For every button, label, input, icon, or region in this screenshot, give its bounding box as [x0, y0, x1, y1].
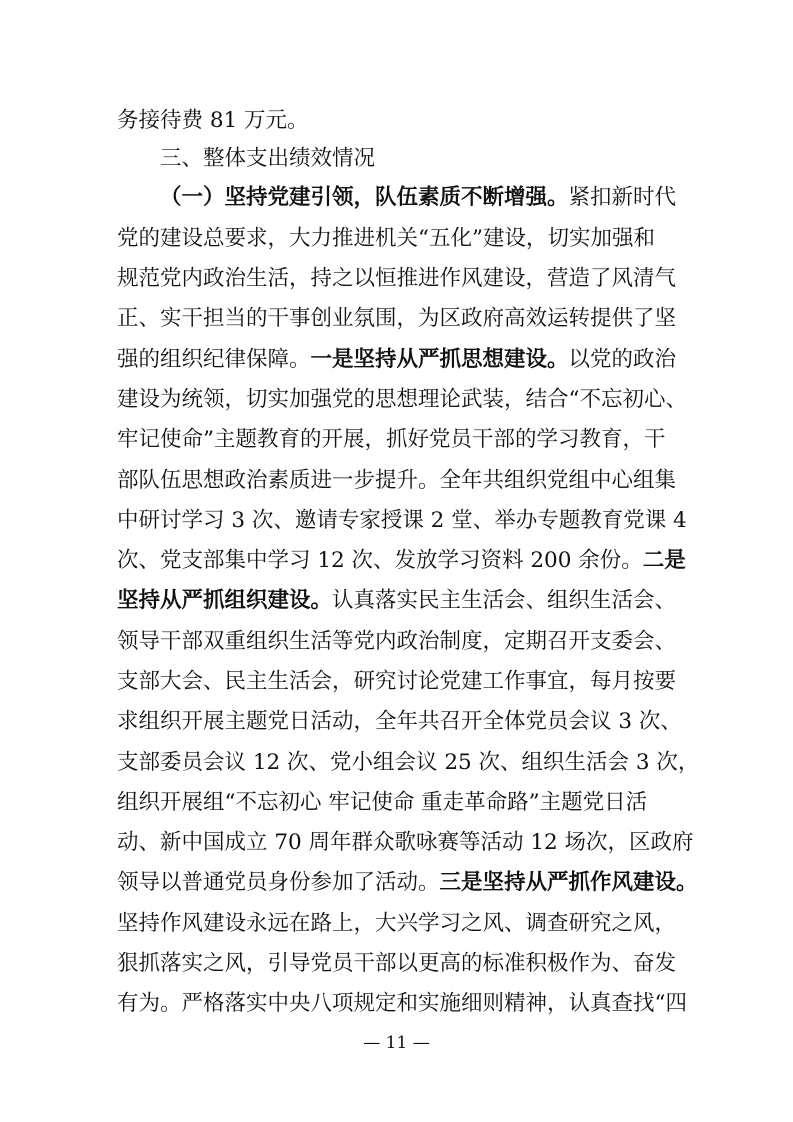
text-span: 强的组织纪律保障。: [117, 347, 311, 372]
text-span: 领导以普通党员身份参加了活动。: [117, 870, 440, 895]
bold-heading-text: 三是坚持从严抓作风建设。: [439, 870, 698, 895]
text-span: 坚持作风建设永远在路上，大兴学习之风、调查研究之风，: [117, 911, 677, 936]
text-line: [117, 224, 677, 254]
text-line: [117, 707, 682, 737]
text-line: [117, 868, 698, 898]
text-line: [117, 304, 677, 334]
text-span: 组织开展组“不忘初心 牢记使命 重走革命路”主题党日活: [117, 790, 648, 815]
bold-heading-text: （一）坚持党建引领，队伍素质不断增强。: [160, 185, 569, 210]
bold-heading-text: 二是: [642, 548, 686, 573]
text-span: 建设为统领，切实加强党的思想理论武装，结合“不忘初心、: [117, 387, 687, 412]
text-line: [117, 264, 677, 294]
text-span: 正、实干担当的干事创业氛围，为区政府高效运转提供了坚: [117, 306, 677, 331]
text-line: [117, 106, 677, 136]
text-span: 领导干部双重组织生活等党内政治制度，定期召开支委会、: [117, 629, 677, 654]
text-line: [117, 627, 677, 657]
text-line: [117, 586, 677, 616]
text-span: 三、整体支出绩效情况: [160, 146, 376, 171]
text-line: [117, 949, 677, 979]
text-span: 认真落实民主生活会、组织生活会、: [332, 588, 677, 613]
text-line: [117, 506, 687, 536]
text-span: 支部大会、民主生活会，研究讨论党建工作事宜，每月按要: [117, 669, 677, 694]
text-span: 牢记使命”主题教育的开展，抓好党员干部的学习教育，干: [117, 427, 666, 452]
text-span: 动、新中国成立 70 周年群众歌咏赛等活动 12 场次，区政府: [117, 830, 694, 855]
text-line: [160, 183, 680, 213]
text-span: 规范党内政治生活，持之以恒推进作风建设，营造了风清气: [117, 266, 677, 291]
bold-heading-text: 一是坚持从严抓思想建设。: [310, 347, 569, 372]
text-line: [117, 667, 677, 697]
bold-heading-text: 坚持从严抓组织建设。: [117, 588, 333, 613]
text-span: 有为。严格落实中央八项规定和实施细则精神，认真查找“四: [117, 991, 687, 1016]
text-span: 党的建设总要求，大力推进机关“五化”建设，切实加强和: [117, 226, 655, 251]
text-line: [117, 385, 687, 415]
page-number: — 11 —: [363, 1033, 430, 1053]
text-line: [117, 425, 677, 455]
text-line: [117, 828, 694, 858]
text-line: [117, 748, 700, 778]
text-line: [117, 546, 686, 576]
text-span: 部队伍思想政治素质进一步提升。全年共组织党组中心组集: [117, 468, 677, 493]
text-span: 中研讨学习 3 次、邀请专家授课 2 堂、举办专题教育党课 4: [117, 508, 687, 533]
text-line: [117, 788, 677, 818]
text-span: 紧扣新时代: [568, 185, 677, 210]
text-span: 求组织开展主题党日活动，全年共召开全体党员会议 3 次、: [117, 709, 682, 734]
text-line: [117, 989, 687, 1019]
text-span: 以党的政治: [568, 347, 677, 372]
text-line: [117, 909, 677, 939]
text-span: 支部委员会议 12 次、党小组会议 25 次、组织生活会 3 次，: [117, 750, 700, 775]
text-span: 狠抓落实之风，引导党员干部以更高的标准积极作为、奋发: [117, 951, 677, 976]
text-line: [117, 345, 677, 375]
text-line: [117, 466, 677, 496]
text-line: [160, 144, 680, 174]
text-span: 务接待费 81 万元。: [117, 108, 309, 133]
text-span: 次、党支部集中学习 12 次、发放学习资料 200 余份。: [117, 548, 643, 573]
